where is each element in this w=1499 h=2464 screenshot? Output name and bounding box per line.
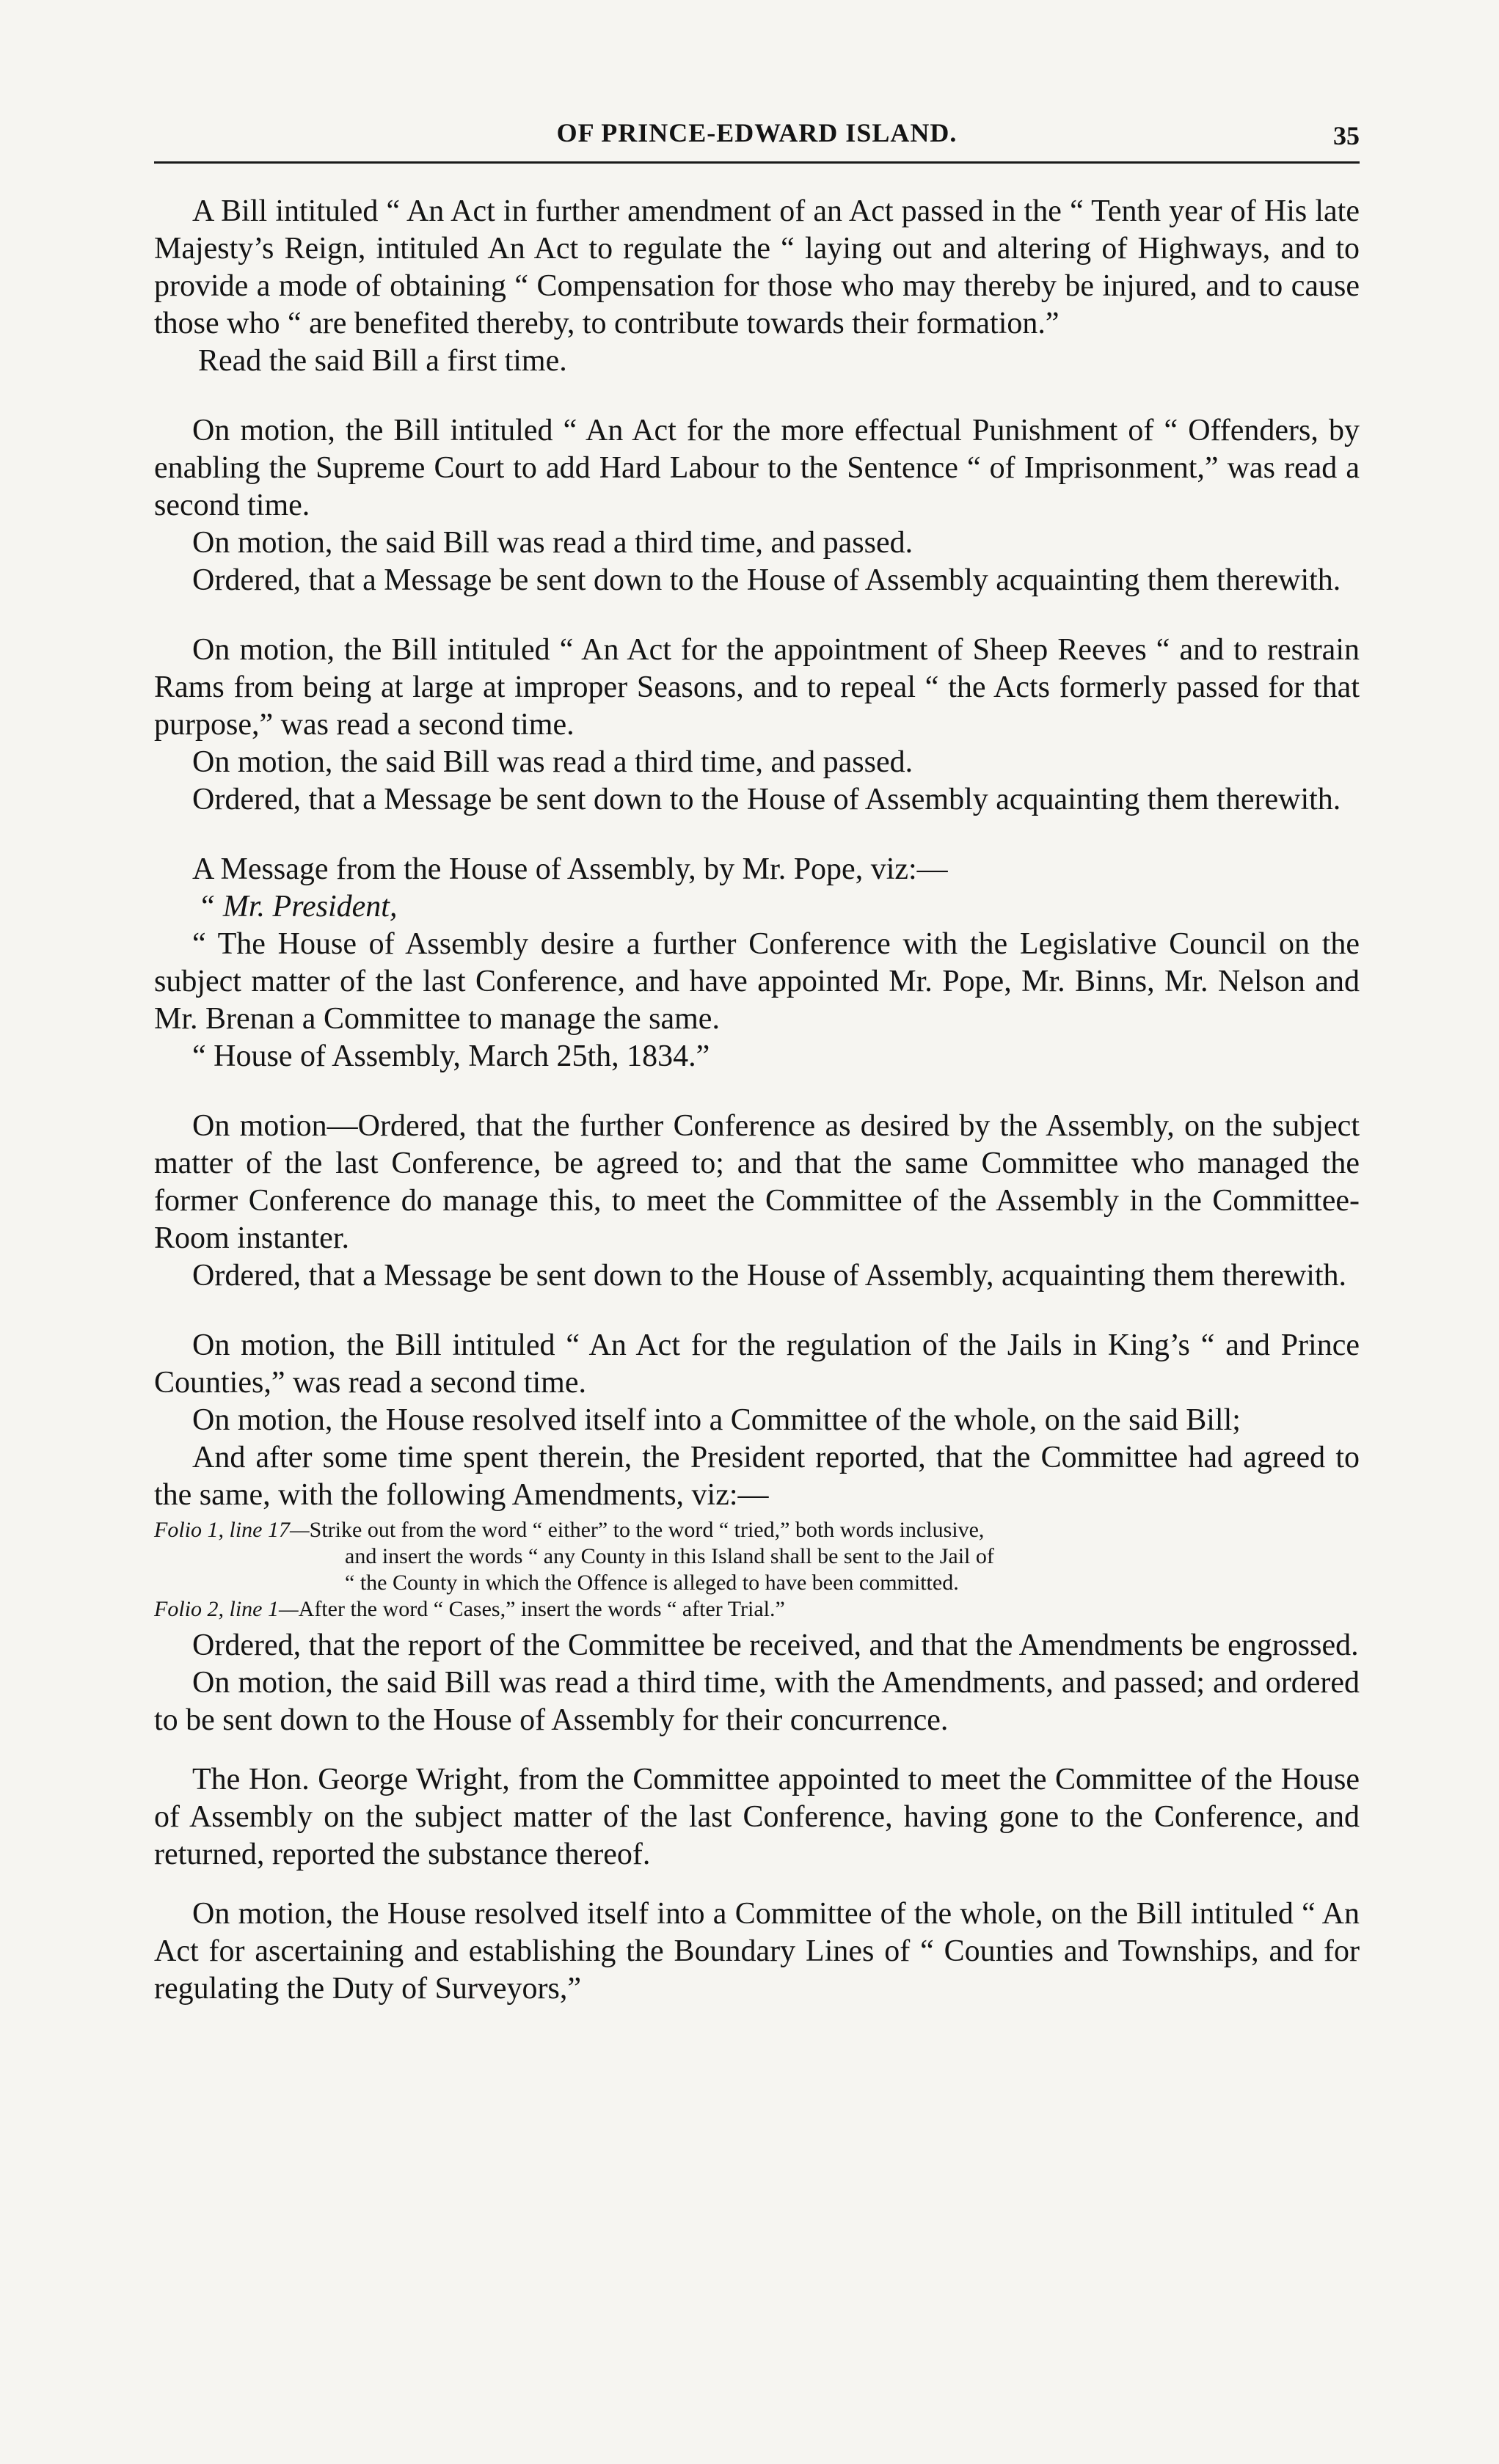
amendment-item [154, 1517, 1360, 1543]
paragraph: “ House of Assembly, March 25th, 1834.” [192, 1039, 710, 1073]
amendment-text: After the word “ Cases,” insert the words “ after Trial.” [298, 1597, 785, 1621]
paragraph: Ordered, that the report of the Committee be received, and that the Amendments be engrossed. [192, 1628, 1359, 1662]
paragraph: Ordered, that a Message be sent down to the House of Assembly acquainting them therewith. [192, 563, 1341, 597]
paragraph: Ordered, that a Message be sent down to the House of Assembly acquainting them therewith. [192, 783, 1341, 816]
amendment-item [154, 1596, 1360, 1623]
paragraph: On motion, the House resolved itself into a Committee of the whole, on the said Bill; [192, 1403, 1241, 1437]
paragraph: On motion, the said Bill was read a third time, and passed. [192, 745, 913, 779]
amendment-continuation: “ the County in which the Offence is alleged to have been committed. [345, 1571, 959, 1595]
paragraph: A Bill intituled “ An Act in further amendment of an Act passed in the “ Tenth year of His late Majesty’s Reign, intituled An Act to regulate the “ laying out and altering of Highways, and to provide a mode of obtaining “ Compensation for those who may thereby be injured, and to cause those who “ are benefited thereby, to contribute towards their formation.” [154, 194, 1360, 340]
amendment-ref: Folio 1, line 17— [154, 1518, 310, 1542]
paragraph: Ordered, that a Message be sent down to the House of Assembly, acquainting them therewith. [192, 1259, 1347, 1293]
running-title: OF PRINCE-EDWARD ISLAND. [556, 118, 958, 147]
running-head [154, 117, 1360, 164]
paragraph: On motion, the Bill intituled “ An Act for the more effectual Punishment of “ Offenders, by enabling the Supreme Court to add Hard Labour to the Sentence “ of Imprisonment,” was read a second time. [154, 414, 1360, 522]
amendment-text: Strike out from the word “ either” to the word “ tried,” both words inclusive, [309, 1518, 985, 1542]
amendment-ref: Folio 2, line 1— [154, 1597, 299, 1621]
amendments-list [154, 1517, 1360, 1623]
paragraph: And after some time spent therein, the President reported, that the Committee had agreed to the same, with the following Amendments, viz:— [154, 1441, 1360, 1512]
page-number: 35 [1333, 121, 1360, 150]
paragraph: On motion, the Bill intituled “ An Act for the appointment of Sheep Reeves “ and to restrain Rams from being at large at improper Seasons, and to repeal “ the Acts formerly passed for that purpose,” was read a second time. [154, 633, 1360, 742]
paragraph: On motion, the House resolved itself into a Committee of the whole, on the Bill intituled “ An Act for ascertaining and establishing the Boundary Lines of “ Counties and Townships, and for regulating the Duty of Surveyors,” [154, 1897, 1360, 2006]
document-body [154, 193, 1360, 2008]
paragraph: On motion, the said Bill was read a third time, and passed. [192, 526, 913, 560]
paragraph: On motion—Ordered, that the further Conference as desired by the Assembly, on the subject matter of the last Conference, be agreed to; and that the same Committee who managed the former Conference do manage this, to meet the Committee of the Assembly in the Committee-Room instanter. [154, 1109, 1360, 1255]
paragraph: A Message from the House of Assembly, by Mr. Pope, viz:— [192, 852, 948, 886]
paragraph: “ The House of Assembly desire a further Conference with the Legislative Council on the subject matter of the last Conference, and have appointed Mr. Pope, Mr. Binns, Mr. Nelson and Mr. Brenan a Committee to manage the same. [154, 927, 1360, 1036]
amendment-continuation: and insert the words “ any County in this Island shall be sent to the Jail of [345, 1544, 994, 1568]
paragraph: On motion, the said Bill was read a third time, with the Amendments, and passed; and ordered to be sent down to the House of Assembly for their concurrence. [154, 1666, 1360, 1737]
paragraph: The Hon. George Wright, from the Committee appointed to meet the Committee of the House of Assembly on the subject matter of the last Conference, having gone to the Conference, and returned, reported the substance thereof. [154, 1763, 1360, 1871]
paragraph: On motion, the Bill intituled “ An Act for the regulation of the Jails in King’s “ and Prince Counties,” was read a second time. [154, 1328, 1360, 1400]
salutation: “ Mr. President, [198, 890, 398, 924]
paragraph: Read the said Bill a first time. [198, 344, 567, 378]
